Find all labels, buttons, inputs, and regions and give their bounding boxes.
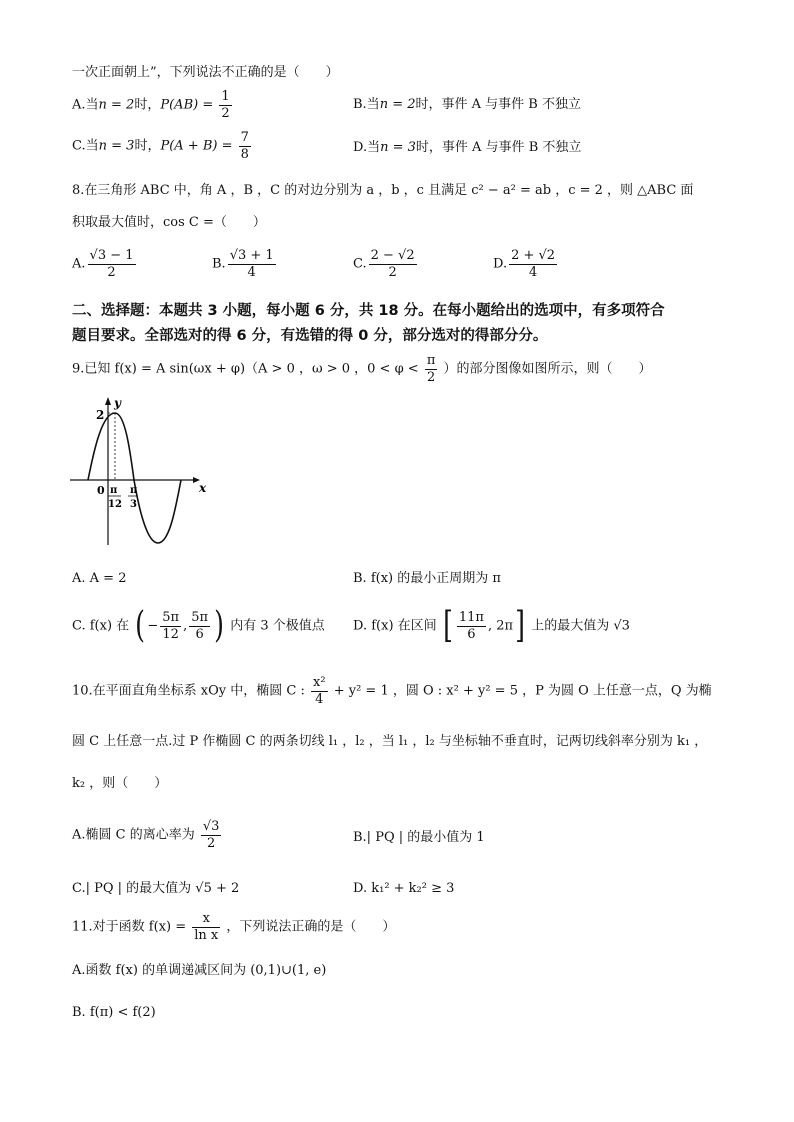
section-heading-line2: 题目要求。全部选对的得 6 分，有选错的得 0 分，部分选对的得部分分。: [72, 328, 548, 344]
q9-option-c: C. f(x) 在 ( − $\frac{5\pi}{12}$ , $\frac{5\pi}{6}$ ) 内有 3 个极值点: [72, 605, 325, 646]
q7-option-b: B.当n = 2时，事件 A 与事件 B 不独立: [353, 97, 581, 112]
sine-curve: [88, 413, 181, 543]
q7-option-a: A.当n = 2时，P(AB) = $\frac{1}{2}$: [72, 89, 230, 121]
y-axis-label: y: [114, 396, 121, 410]
tick2-numerator: π: [130, 485, 138, 496]
q8-option-d: D. $\frac{2 + √2}{4}$: [493, 248, 556, 280]
y-axis-arrow: [105, 397, 111, 405]
q10-stem-line3: k₂ ，则（ ）: [72, 776, 168, 791]
q7-option-c: C.当n = 3时，P(A + B) = $\frac{7}{8}$: [72, 130, 249, 162]
q10-stem-line1: 10.在平面直角坐标系 xOy 中，椭圆 C : $\frac{\text{x²}}{4}$ + y² = 1 ，圆 O : x² + y² = 5 ，P 为圆 O 上任意一点，Q 为椭: [72, 675, 712, 707]
section-heading-line1: 二、选择题：本题共 3 小题，每小题 6 分，共 18 分。在每小题给出的选项中，有多项符合: [72, 303, 665, 319]
q8-stem-line1: 8.在三角形 ABC 中，角 A ，B ，C 的对边分别为 a ，b ，c 且满足 c² − a² = ab ，c = 2 ，则 △ABC 面: [72, 183, 694, 198]
q10-option-a: A.椭圆 C 的离心率为 $\frac{√3}{2}$: [72, 819, 220, 851]
y-tick-label: 2: [96, 408, 105, 422]
tick2-denominator: 3: [130, 499, 137, 510]
origin-label: 0: [97, 484, 105, 497]
q7-option-d: D.当n = 3时，事件 A 与事件 B 不独立: [353, 140, 582, 155]
q10-stem-line2: 圆 C 上任意一点.过 P 作椭圆 C 的两条切线 l₁ ，l₂ ，当 l₁ ，l₂ 与坐标轴不垂直时，记两切线斜率分别为 k₁ ，: [72, 734, 708, 749]
x-axis-label: x: [199, 481, 207, 495]
q8-stem-line2: 积取最大值时，cos C =（ ）: [72, 215, 266, 230]
q8-option-b: B. $\frac{√3 + 1}{4}$: [212, 248, 274, 280]
q10-option-c: C.| PQ | 的最大值为 √5 + 2: [72, 881, 240, 896]
q9-option-d: D. f(x) 在区间 [ $\frac{11\pi}{6}$ , 2π] 上的最大值为 √3: [353, 605, 630, 646]
q9-option-b: B. f(x) 的最小正周期为 π: [353, 571, 501, 586]
q7-intro: 一次正面朝上”，下列说法不正确的是（ ）: [72, 65, 339, 80]
q8-option-a: A. $\frac{√3 - 1}{2}$: [72, 248, 134, 280]
q10-option-b: B.| PQ | 的最小值为 1: [353, 830, 485, 845]
q11-stem: 11.对于函数 f(x) = $\frac{x}{\text{ln x}}$ ，下列说法正确的是（ ）: [72, 911, 396, 943]
tick1-denominator: 12: [108, 499, 122, 510]
q9-option-a: A. A = 2: [72, 571, 127, 586]
q8-option-c: C. $\frac{2 - √2}{2}$: [353, 248, 415, 280]
q11-option-a: A.函数 f(x) 的单调递减区间为 (0,1)∪(1, e): [72, 963, 327, 978]
sine-graph: [70, 395, 210, 550]
q11-option-b: B. f(π) < f(2): [72, 1005, 156, 1020]
q10-option-d: D. k₁² + k₂² ≥ 3: [353, 881, 455, 896]
q9-stem: 9.已知 f(x) = A sin(ωx + φ)（A > 0 ，ω > 0 ，0 < φ < $\frac{\pi}{2}$ ）的部分图像如图所示，则（ ）: [72, 353, 652, 385]
tick1-numerator: π: [110, 485, 118, 496]
